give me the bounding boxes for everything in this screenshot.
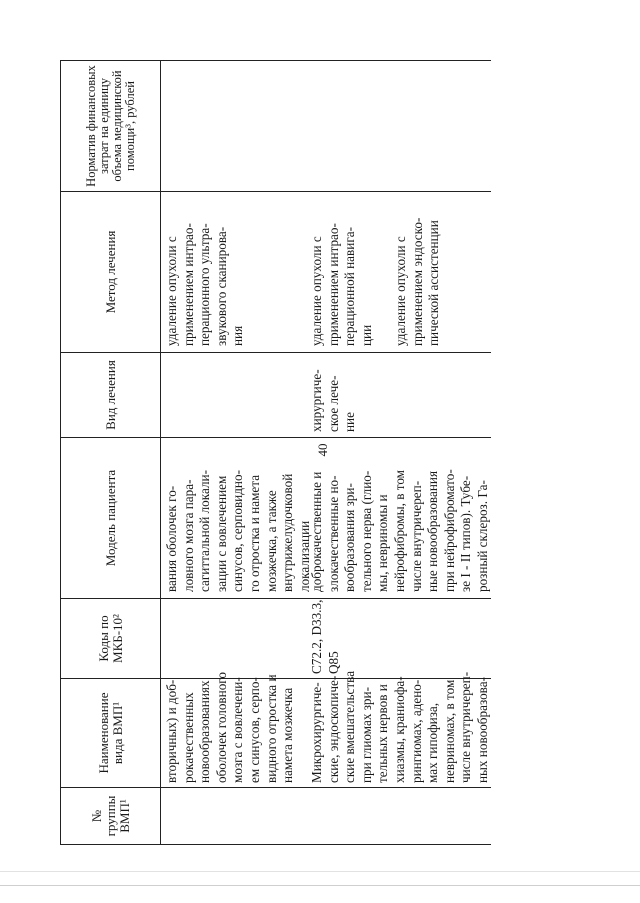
header-patient-model: Модель пациента — [103, 469, 118, 567]
patient-model-cell: доброкачественные и злокачественные но- вообразования зри- тельного нерва (глио- мы, невриномы и нейрофибромы, в том числе внутричереп- ные новообразования при нейрофибромато- зе I - II типов). Тубе- розный склероз. Га- — [309, 469, 490, 592]
icd-codes-cell: C72.2, D33.3, Q85 — [309, 599, 341, 674]
treatment-type-cell: хирургиче- ское лече- ние — [309, 369, 358, 432]
treatment-method-cell: удаление опухоли с применением эндоско- пической ассистенции — [393, 217, 442, 346]
vmp-name-cell: Микрохирургиче- ские, эндоскопиче- ские вмешательства при глиомах зри- тельных нервов и хиазмы, краниофа- рингиомах, адено- мах гипофиза, невриномах, в том числе внутричереп- ных новообразова- — [309, 670, 490, 783]
treatment-method-cell: удаление опухоли с применением интрао- перационного ультра- звукового сканирова- ния — [164, 223, 246, 346]
vmp-table — [60, 60, 491, 845]
vmp-name-cell: вторичных) и доб- рокачественных новообразованиях оболочек головного мозга с вовлечени- ем синусов, серпо- видного отростка и намета мозжечка — [164, 672, 296, 783]
table-border-left — [60, 844, 491, 845]
header-icd-codes: Коды по МКБ-10² — [96, 614, 125, 663]
patient-model-cell: вания оболочек го- ловного мозга пара- сагиттальной локали- зации с вовлечением синусов, серповидно- го отростка и намета мозжечка, а также внутрижелудочковой локализации — [164, 470, 312, 592]
header-treatment-type: Вид лечения — [103, 360, 118, 430]
header-vmp-name: Наименование вида ВМП¹ — [96, 692, 125, 774]
scan-artifact-line — [0, 871, 640, 872]
treatment-method-cell: удаление опухоли с применением интрао- перационной навига- ции — [309, 223, 374, 346]
table-border-top — [60, 60, 61, 845]
header-separator — [160, 60, 161, 845]
header-group-number: № группы ВМП¹ — [89, 795, 132, 837]
header-treatment-method: Метод лечения — [103, 230, 118, 314]
header-financial-norm: Норматив финансовых затрат на единицу объема медицинской помощи³, рублей — [84, 65, 137, 187]
page-number: 40 — [315, 443, 330, 457]
scan-artifact-line — [0, 885, 640, 886]
